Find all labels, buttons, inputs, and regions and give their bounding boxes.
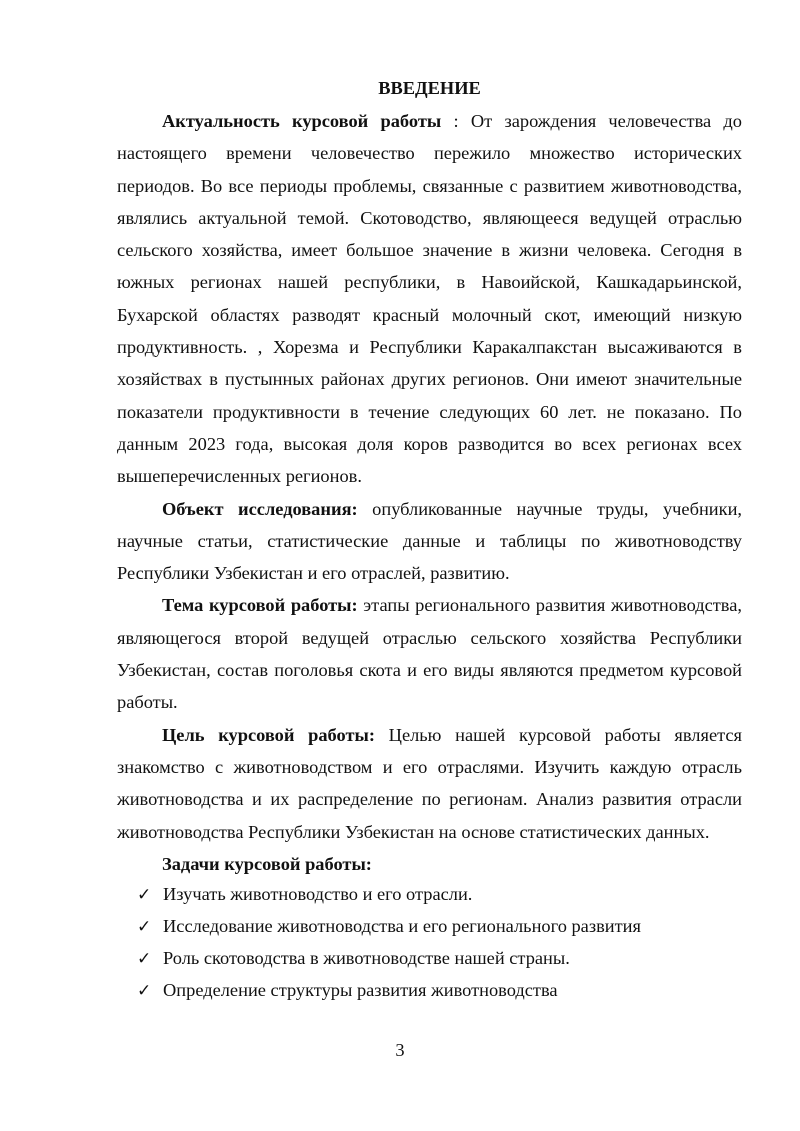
list-item — [117, 879, 742, 911]
paragraph-topic — [117, 589, 742, 718]
task-text: Изучать животноводство и его отрасли. — [163, 883, 473, 904]
check-mark-icon: ✓ — [137, 948, 152, 969]
list-item — [117, 975, 742, 1007]
check-mark-icon: ✓ — [137, 884, 152, 905]
check-mark-icon: ✓ — [137, 980, 152, 1001]
task-text: Исследование животноводства и его регионального развития — [163, 915, 641, 936]
page-number: 3 — [395, 1040, 405, 1060]
paragraph-text-object: опубликованные научные труды, учебники, научные статьи, статистические данные и таблицы по животноводству Республики Узбекистан и его отраслей, развитию. — [117, 498, 743, 584]
paragraph-object — [117, 493, 742, 590]
paragraph-heading-goal: Цель курсовой работы: — [162, 724, 375, 745]
check-mark-icon: ✓ — [137, 916, 152, 937]
document-title: ВВЕДЕНИЕ — [378, 78, 481, 98]
paragraph-goal — [117, 719, 742, 848]
tasks-list — [117, 879, 742, 1007]
tasks-heading: Задачи курсовой работы: — [162, 853, 372, 874]
paragraph-text-relevance: : От зарождения человечества до настоящего времени человечество пережило множество исторических периодов. Во все периоды проблемы, связанные с развитием животноводства, являлись актуальной темой. Скотоводство, являющееся ведущей отраслью сельского хозяйства, имеет большое значение в жизни человека. Сегодня в южных регионах нашей республики, в Навоийской, Кашкадарьинской, Бухарской областях разводят красный молочный скот, имеющий низкую продуктивность. , Хорезма и Республики Каракалпакстан высаживаются в хозяйствах в пустынных районах других регионов. Они имеют значительные показатели продуктивности в течение следующих 60 лет. не показано. По данным 2023 года, высокая доля коров разводится во всех регионах всех вышеперечисленных регионов. — [117, 111, 742, 487]
list-item — [117, 911, 742, 943]
list-item — [117, 943, 742, 975]
paragraph-relevance — [117, 105, 742, 493]
paragraph-heading-object: Объект исследования: — [162, 498, 358, 519]
document-page — [117, 72, 742, 1007]
paragraph-heading-topic: Тема курсовой работы: — [162, 595, 358, 616]
paragraph-heading-relevance: Актуальность курсовой работы — [162, 111, 442, 131]
paragraph-text-goal: Целью нашей курсовой работы является знакомство с животноводством и его отраслями. Изучить каждую отрасль животноводства и их распределение по регионам. Анализ развития отрасли животноводства Республики Узбекистан на основе статистических данных. — [117, 724, 742, 842]
task-text: Роль скотоводства в животноводстве нашей страны. — [163, 947, 570, 968]
task-text: Определение структуры развития животноводства — [163, 979, 558, 1000]
paragraph-text-topic: этапы регионального развития животноводства, являющегося второй ведущей отраслью сельского хозяйства Республики Узбекистан, состав поголовья скота и его виды являются предметом курсовой работы. — [117, 595, 743, 713]
